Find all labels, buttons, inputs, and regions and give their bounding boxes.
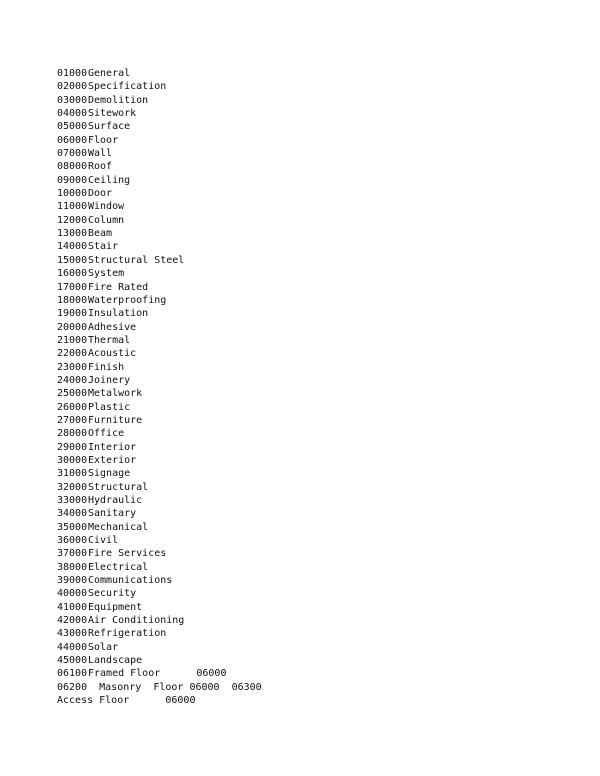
- item-name: Wall: [88, 148, 113, 160]
- item-name: Acoustic: [88, 348, 137, 360]
- item-code: 24000: [57, 374, 88, 386]
- item-code: 02000: [57, 81, 88, 93]
- list-item: [57, 107, 262, 120]
- item-code: 06100: [57, 668, 88, 680]
- item-code: 43000: [57, 628, 88, 640]
- item-name: Structural: [88, 481, 149, 493]
- list-item: [57, 80, 262, 93]
- list-item: [57, 521, 262, 534]
- item-name: Plastic: [88, 401, 131, 413]
- item-name: Exterior: [88, 454, 137, 466]
- list-item: [57, 281, 262, 294]
- item-name: Metalwork: [88, 388, 143, 400]
- item-name: Beam: [88, 228, 113, 240]
- list-item: [57, 494, 262, 507]
- list-item: [57, 187, 262, 200]
- text-line: 06200 Masonry Floor 06000 06300: [57, 681, 262, 693]
- item-code: 14000: [57, 241, 88, 253]
- list-item: [57, 267, 262, 280]
- item-code: 10000: [57, 188, 88, 200]
- item-code: 13000: [57, 228, 88, 240]
- item-name: General: [88, 68, 131, 79]
- item-code: 26000: [57, 401, 88, 413]
- item-name: Column: [88, 214, 125, 226]
- list-item: [57, 441, 262, 454]
- list-item: [57, 654, 262, 667]
- item-name: Structural Steel: [88, 254, 185, 266]
- list-item: [57, 561, 262, 574]
- list-item: [57, 454, 262, 467]
- text-line: Access Floor 06000: [57, 695, 196, 707]
- item-name: Roof: [88, 161, 113, 173]
- list-item: [57, 174, 262, 187]
- list-item: [57, 227, 262, 240]
- list-item: [57, 347, 262, 360]
- list-item: [57, 67, 262, 80]
- list-item: [57, 467, 262, 480]
- item-name: Furniture: [88, 414, 143, 426]
- item-code: 12000: [57, 214, 88, 226]
- item-code: 41000: [57, 601, 88, 613]
- item-code: 07000: [57, 148, 88, 160]
- list-item: [57, 627, 262, 640]
- item-code: 39000: [57, 575, 88, 587]
- list-item: [57, 414, 262, 427]
- item-code: 44000: [57, 641, 88, 653]
- list-item: [57, 294, 262, 307]
- item-code: 03000: [57, 94, 88, 106]
- item-code: 17000: [57, 281, 88, 293]
- item-code: 20000: [57, 321, 88, 333]
- list-item: [57, 641, 262, 654]
- item-code: 34000: [57, 508, 88, 520]
- item-name: Thermal: [88, 334, 131, 346]
- item-code: 38000: [57, 561, 88, 573]
- item-code: 18000: [57, 294, 88, 306]
- item-code: 30000: [57, 454, 88, 466]
- item-name: Office: [88, 428, 125, 440]
- item-code: 29000: [57, 441, 88, 453]
- item-name: Window: [88, 201, 125, 213]
- list-item: [57, 507, 262, 520]
- item-name: Sitework: [88, 108, 137, 120]
- list-item: [57, 534, 262, 547]
- item-name: Solar: [88, 641, 119, 653]
- list-item: [57, 254, 262, 267]
- code-list: [57, 67, 262, 708]
- item-code: 08000: [57, 161, 88, 173]
- item-code: 33000: [57, 495, 88, 506]
- item-name: Security: [88, 588, 137, 600]
- item-code: 36000: [57, 535, 88, 547]
- item-name: Electrical: [88, 561, 149, 573]
- item-code: 16000: [57, 268, 88, 280]
- list-item: [57, 601, 262, 614]
- item-code: 40000: [57, 588, 88, 600]
- list-item: [57, 587, 262, 600]
- item-name: Fire Services: [88, 548, 167, 560]
- item-name: Refrigeration: [88, 628, 167, 640]
- item-code: 42000: [57, 615, 88, 627]
- item-code: 28000: [57, 428, 88, 440]
- item-name: Joinery: [88, 374, 131, 386]
- item-name: Insulation: [88, 308, 149, 320]
- item-name: Demolition: [88, 94, 149, 106]
- list-item: [57, 134, 262, 147]
- list-item: [57, 120, 262, 133]
- list-item: [57, 614, 262, 627]
- item-name: System: [88, 268, 125, 280]
- item-code: 23000: [57, 361, 88, 373]
- item-name: Specification: [88, 81, 167, 93]
- item-name: Hydraulic: [88, 495, 143, 506]
- item-code: 31000: [57, 468, 88, 480]
- item-code: 21000: [57, 334, 88, 346]
- list-item: [57, 481, 262, 494]
- list-item: [57, 374, 262, 387]
- item-code: 37000: [57, 548, 88, 560]
- item-name: Mechanical: [88, 521, 149, 533]
- item-name: Civil: [88, 535, 119, 547]
- list-item: [57, 200, 262, 213]
- item-code: 19000: [57, 308, 88, 320]
- item-code: 04000: [57, 108, 88, 120]
- item-name: Ceiling: [88, 174, 131, 186]
- item-code: 09000: [57, 174, 88, 186]
- item-name: Door: [88, 188, 113, 200]
- item-code: 22000: [57, 348, 88, 360]
- item-name: Landscape: [88, 655, 143, 667]
- item-name: Floor: [88, 134, 119, 146]
- list-item: [57, 334, 262, 347]
- item-name: Framed Floor 06000: [88, 668, 227, 680]
- list-item: [57, 94, 262, 107]
- list-item: [57, 547, 262, 560]
- item-code: 15000: [57, 254, 88, 266]
- item-code: 11000: [57, 201, 88, 213]
- item-code: 45000: [57, 655, 88, 667]
- item-name: Finish: [88, 361, 125, 373]
- item-name: Fire Rated: [88, 281, 149, 293]
- list-item: [57, 401, 262, 414]
- item-name: Waterproofing: [88, 294, 167, 306]
- list-item: [57, 214, 262, 227]
- list-item: [57, 147, 262, 160]
- list-item: [57, 160, 262, 173]
- list-item: [57, 307, 262, 320]
- item-name: Surface: [88, 121, 131, 133]
- item-code: 25000: [57, 388, 88, 400]
- item-code: 06000: [57, 134, 88, 146]
- item-name: Stair: [88, 241, 119, 253]
- item-name: Communications: [88, 575, 173, 587]
- item-name: Equipment: [88, 601, 143, 613]
- list-item: [57, 361, 262, 374]
- item-code: 32000: [57, 481, 88, 493]
- list-item: [57, 427, 262, 440]
- list-item: [57, 321, 262, 334]
- item-name: Air Conditioning: [88, 615, 185, 627]
- item-name: Signage: [88, 468, 131, 480]
- item-code: 27000: [57, 414, 88, 426]
- item-code: 35000: [57, 521, 88, 533]
- list-item: [57, 240, 262, 253]
- item-name: Sanitary: [88, 508, 137, 520]
- list-item: [57, 667, 262, 680]
- list-item: [57, 387, 262, 400]
- item-code: 05000: [57, 121, 88, 133]
- item-name: Adhesive: [88, 321, 137, 333]
- item-code: 01000: [57, 68, 88, 79]
- item-name: Interior: [88, 441, 137, 453]
- list-item: [57, 574, 262, 587]
